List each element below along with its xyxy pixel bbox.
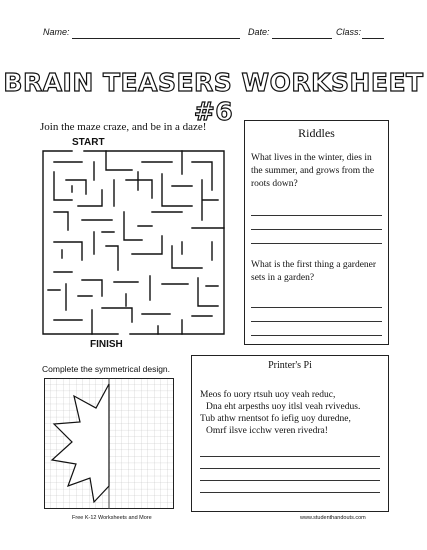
riddles-title: Riddles xyxy=(298,126,335,140)
date-label: Date: xyxy=(248,27,270,37)
answer-line[interactable] xyxy=(251,243,382,244)
maze-instruction: Join the maze craze, and be in a daze! xyxy=(40,121,207,133)
name-field[interactable] xyxy=(72,38,240,39)
riddles-box xyxy=(244,120,389,345)
worksheet-title: BRAIN TEASERS WORKSHEET #6 xyxy=(3,68,424,126)
pi-line: Omrf ilsve icchw veren rivedra! xyxy=(206,426,328,436)
answer-line[interactable] xyxy=(251,307,382,308)
symmetry-instruction: Complete the symmetrical design. xyxy=(42,364,171,374)
riddle-question-2: What is the first thing a gardener sets in a garden? xyxy=(251,260,377,283)
answer-line[interactable] xyxy=(251,321,382,322)
answer-line[interactable] xyxy=(200,492,380,493)
answer-line[interactable] xyxy=(251,335,382,336)
footer-website[interactable]: www.studenthandouts.com xyxy=(300,515,366,521)
riddle-question-1: What lives in the winter, dies in the summer, and grows from the roots down? xyxy=(251,153,375,189)
maze-grid[interactable] xyxy=(42,150,225,335)
symmetry-grid[interactable] xyxy=(44,378,174,509)
maze-finish-label: FINISH xyxy=(90,339,123,350)
maze-start-label: START xyxy=(72,137,105,148)
answer-line[interactable] xyxy=(251,215,382,216)
answer-line[interactable] xyxy=(251,229,382,230)
pi-line: Meos fo uory rtsuh uoy veah reduc, xyxy=(200,390,336,400)
class-field[interactable] xyxy=(362,38,384,39)
printers-pi-box xyxy=(191,355,389,512)
printers-pi-title: Printer's Pi xyxy=(268,360,312,371)
answer-line[interactable] xyxy=(200,468,380,469)
footer-left-text: Free K-12 Worksheets and More xyxy=(72,515,152,521)
name-label: Name: xyxy=(43,27,70,37)
date-field[interactable] xyxy=(272,38,332,39)
class-label: Class: xyxy=(336,27,362,37)
pi-line: Tub athw rnentsot fo iefig uoy duredne, xyxy=(200,414,351,424)
pi-line: Dna eht arpesths uoy itlsl veah rvivedus. xyxy=(206,402,361,412)
answer-line[interactable] xyxy=(200,480,380,481)
answer-line[interactable] xyxy=(200,456,380,457)
